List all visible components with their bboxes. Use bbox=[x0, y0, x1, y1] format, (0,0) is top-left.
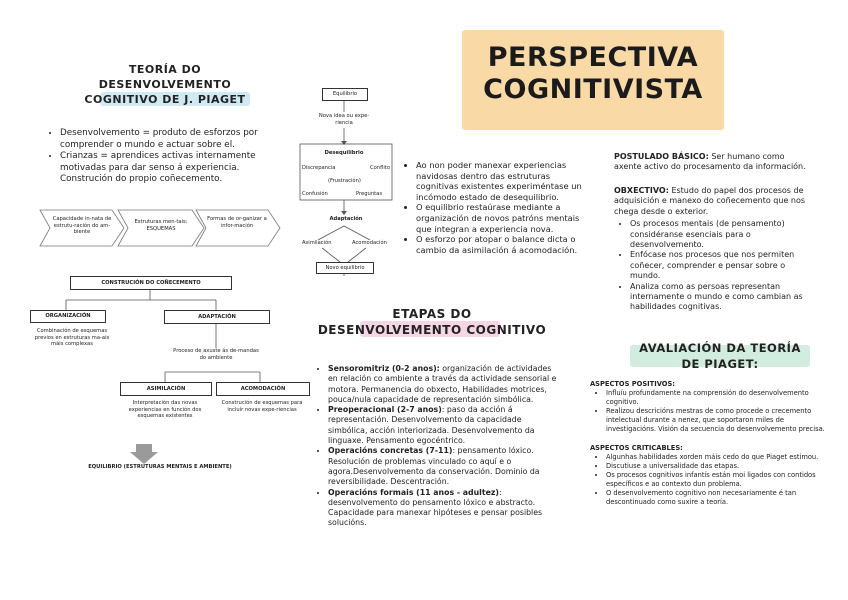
flow-novo-equilibrio: Novo equilibrio bbox=[316, 262, 374, 274]
list-item bbox=[328, 446, 558, 487]
avaliacion-title-line1: AVALIACIÓN DA TEORÍA bbox=[639, 341, 801, 355]
list-item bbox=[328, 364, 558, 405]
adaptacion-desc: Proceso de axuste ás de-mandas do ambiente bbox=[170, 348, 262, 361]
flow-acomodacion: Acomodación bbox=[352, 240, 387, 246]
etapas-title-line2: DESENVOLVEMENTO COGNITIVO bbox=[317, 323, 547, 337]
list-item: • Desenvolvemento = produto de esforzos por comprender o mundo e actuar sobre el. bbox=[60, 128, 268, 151]
list-item: • Os procesos cognitivos infantís están moi ligados con contidos específicos e ao contexto dun problema. bbox=[606, 471, 830, 489]
positivos-label: ASPECTOS POSITIVOS: bbox=[590, 380, 675, 388]
flow-desequilibrio: Desequilibrio bbox=[324, 150, 364, 156]
adaptacion-box: ADAPTACIÓN bbox=[164, 310, 270, 324]
list-item: • Enfócase nos procesos que nos permiten coñecer, comprender e pensar sobre o mundo. bbox=[630, 250, 814, 281]
acomodacion-box: ACOMODACIÓN bbox=[216, 382, 310, 396]
list-item bbox=[328, 405, 558, 446]
flow-preguntas: Preguntas bbox=[356, 191, 383, 197]
list-item: • Os procesos mentais (de pensamento) considéranse esenciais para o desenvolvemento. bbox=[630, 219, 814, 250]
list-item: • O desenvolvemento cognitivo non necesariamente é tan descontinuado como suxire a teoría. bbox=[606, 489, 830, 507]
etapa-label: Preoperacional (2-7 anos) bbox=[328, 405, 442, 415]
etapa-text: : desenvolvemento do pensamento lóxico e abstracto. Capacidade para manexar hipóteses e pensar posibles solucións. bbox=[328, 487, 543, 528]
avaliacion-body bbox=[590, 380, 830, 507]
chain-label-1: Capacidade in-nata de estrutu-ración do am-biente bbox=[52, 216, 112, 236]
postulado-label: POSTULADO BÁSICO: bbox=[614, 152, 709, 161]
chain-label-3: Formas de or-ganizar a infor-mación bbox=[207, 216, 267, 229]
etapa-text: : paso da acción á representación. Desenvolvemento da capacidade simbólica, acción interiorizada. Desenvolvemento da linguaxe. Pensamento egocéntrico. bbox=[328, 405, 535, 446]
down-arrow-icon bbox=[130, 444, 158, 464]
etapas-list bbox=[314, 364, 558, 529]
chain-label-2: Estruturas men-tais: ESQUEMAS bbox=[134, 219, 188, 232]
criticables-label: ASPECTOS CRITICABLES: bbox=[590, 444, 683, 452]
etapa-text: : pensamento lóxico. Resolución de problemas vinculado co aquí e o agora.Desenvolvemento da conservación. Dominio da reversibilidade. Descentración. bbox=[328, 446, 540, 487]
list-item: • Influíu profundamente na comprensión do desenvolvemento cognitivo. bbox=[606, 389, 830, 407]
flow-adaptacion: Adaptación bbox=[329, 216, 363, 222]
list-item: • Crianzas = aprendices activas internamente motivadas para dar senso á experiencia. Construción do propio coñecemento. bbox=[60, 151, 268, 186]
piaget-title-line2: DESENVOLVEMENTO bbox=[98, 78, 232, 91]
flow-frustracion: (Frustración) bbox=[328, 178, 361, 184]
piaget-title-line3: COGNITIVO DE J. PIAGET bbox=[84, 93, 246, 106]
etapa-label: Sensoromitriz (0-2 anos): bbox=[328, 364, 440, 373]
acomodacion-desc: Construción de esquemas para incluír novas expe-riencias bbox=[221, 400, 303, 413]
asimilacion-desc: Interpretación das novas experiencias en función dos esquemas existentes bbox=[128, 400, 202, 420]
piaget-title-line1: TEORÍA DO bbox=[128, 63, 202, 76]
etapa-label: Operacións formais (11 anos - adultez) bbox=[328, 487, 499, 497]
list-item: • Realizou descricións mestras de como procede o crecemento intelectual durante a nenez, que soportaron miles de investigacións. Visión da secuencia do desenvolvemento precisa. bbox=[606, 407, 830, 434]
list-item: • Analiza como as persoas representan internamente o mundo e como cambian as habilidades cognitivas. bbox=[630, 282, 814, 313]
etapa-text: organización de actividades en relación co ambiente a través da actividade sensorial e motora. Permanencia do obxecto, Habilidades motrices, pouca/nula capacidade de representación simbólica. bbox=[328, 364, 557, 404]
middle-bullets bbox=[402, 160, 590, 255]
equilibrio-label: EQUILIBRIO (ESTRUTURAS MENTAIS E AMBIENTE) bbox=[88, 464, 232, 470]
flow-nova-idea: Nova idea ou expe-riencia bbox=[318, 113, 370, 126]
obxectivo bbox=[614, 186, 814, 313]
flow-discrepancia: Discrepancia bbox=[302, 165, 336, 171]
postulado bbox=[614, 152, 814, 173]
etapas-title bbox=[312, 306, 552, 338]
list-item bbox=[328, 488, 558, 529]
etapas-title-line1: ETAPAS DO bbox=[392, 307, 472, 321]
avaliacion-title-line2: DE PIAGET: bbox=[681, 357, 759, 371]
postulado-text: Ser humano como axente activo do procesamento da información. bbox=[614, 152, 806, 172]
list-item: • Ao non poder manexar experiencias navidosas dentro das estruturas cognitivas existentes experiméntase un incómodo estado de desequilibrio. bbox=[416, 160, 590, 202]
obxectivo-text: Estudo do papel dos procesos de adquisición e manexo do coñecemento que nos chega desde o exterior. bbox=[614, 186, 806, 216]
etapa-label: Operacións concretas (7-11) bbox=[328, 446, 453, 456]
flow-conflito: Conflito bbox=[370, 165, 391, 171]
flow-asimilacion: Asimilación bbox=[302, 240, 332, 246]
list-item: • O esforzo por atopar o balance dicta o cambio da asimilación á acomodación. bbox=[416, 234, 590, 255]
main-title-line2: COGNITIVISTA bbox=[483, 74, 703, 105]
list-item: • Discutiuse a universalidade das etapas. bbox=[606, 462, 830, 471]
list-item: • O equilibrio restaúrase mediante a organización de novos patróns mentais que integran a experiencia nova. bbox=[416, 202, 590, 234]
avaliacion-title bbox=[612, 340, 828, 372]
organizacion-desc: Combinación de esquemas previos en estruturas ma-ais máis complexas bbox=[34, 328, 110, 348]
obxectivo-label: OBXECTIVO: bbox=[614, 186, 669, 195]
flow-equilibrio: Equilibrio bbox=[322, 88, 368, 101]
construcion-title: CONSTRUCIÓN DO COÑECEMENTO bbox=[70, 276, 232, 290]
asimilacion-box: ASIMILACIÓN bbox=[120, 382, 212, 396]
main-title-line1: PERSPECTIVA bbox=[487, 42, 699, 73]
list-item: • Algunhas habilidades xorden máis cedo do que Piaget estimou. bbox=[606, 453, 830, 462]
organizacion-box: ORGANIZACIÓN bbox=[30, 310, 106, 323]
flow-confusion: Confusión bbox=[302, 191, 328, 197]
